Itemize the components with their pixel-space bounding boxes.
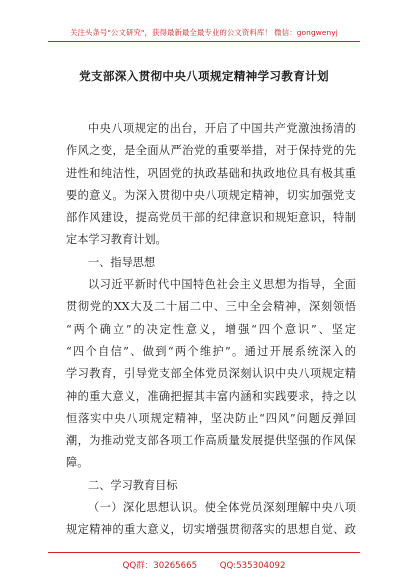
body-line: 中央八项规定的出台，开启了中国共产党激浊扬清的: [88, 122, 356, 135]
section-heading: 一、指导思想: [88, 255, 156, 269]
footer-qq-group: QQ群：30265665: [122, 561, 198, 571]
body-line: 进性和纯洁性，巩固党的执政基础和执政地位具有极其重: [66, 166, 356, 180]
body-line: 贯彻党的XX大及二十届二中、三中全会精神，深刻领悟: [66, 300, 356, 314]
body-line: 恒落实中央八项规定精神，坚决防止“四风”问题反弹回: [66, 411, 356, 425]
body-line: 障。: [66, 456, 89, 470]
body-line: 定本学习教育计划。: [66, 233, 167, 247]
body-line: 潮，为推动党支部各项工作高质量发展提供坚强的作风保: [66, 434, 356, 448]
document-body: [66, 118, 356, 542]
header-banner: 关注头条号"公文研究"，获得最新最全最专业的公文资料库！ 微信：gongwenyj: [70, 28, 338, 37]
body-line: 以习近平新时代中国特色社会主义思想为指导，全面: [88, 278, 356, 292]
body-line: 规定精神的重大意义，切实增强贯彻落实的思想自觉、政: [66, 523, 356, 537]
header-divider: [48, 41, 360, 42]
footer-divider: [48, 552, 360, 553]
document-title: 党支部深入贯彻中央八项规定精神学习教育计划: [79, 69, 329, 83]
section-heading: 二、学习教育目标: [88, 478, 178, 492]
body-line: 学习教育，引导党支部全体党员深刻认识中央八项规定精: [66, 367, 356, 381]
body-line: “两个确立”的决定性意义，增强“四个意识”、坚定: [66, 322, 356, 336]
body-line: “四个自信”、做到“两个维护”。通过开展系统深入的: [66, 344, 356, 358]
footer-contact: [0, 559, 408, 571]
body-line: 部作风建设，提高党员干部的纪律意识和规矩意识，特制: [66, 211, 356, 225]
body-line: 神的重大意义，准确把握其丰富内涵和实践要求，持之以: [66, 389, 356, 403]
body-line: 作风之变，是全面从严治党的重要举措，对于保持党的先: [66, 144, 356, 158]
body-line: 要的意义。为深入贯彻中央八项规定精神，切实加强党支: [66, 188, 356, 202]
footer-qq-number: QQ:535304092: [219, 561, 286, 571]
body-line: （一）深化思想认识。使全体党员深刻理解中央八项: [88, 501, 356, 515]
